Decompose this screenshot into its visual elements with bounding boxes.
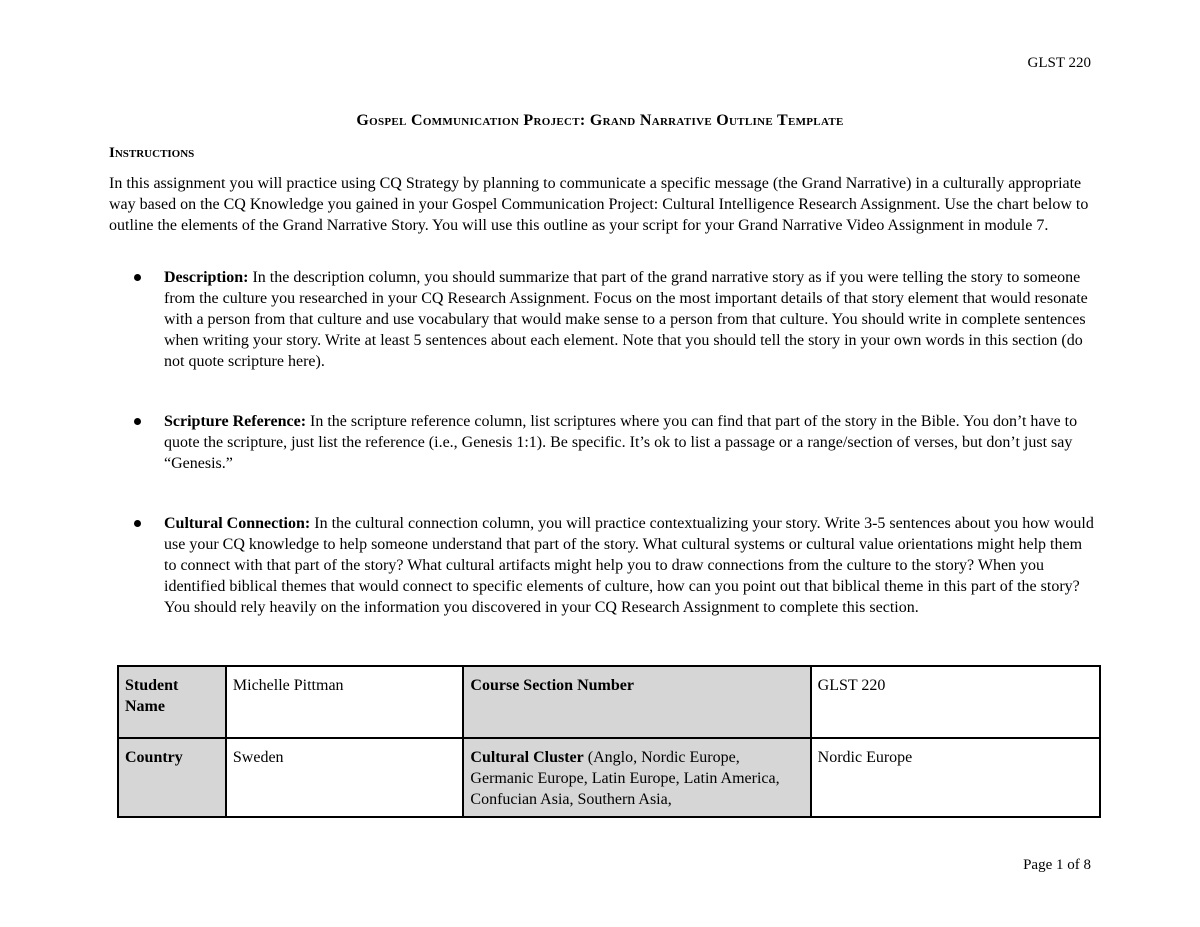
instructions-intro: In this assignment you will practice using CQ Strategy by planning to communicate a specific message (the Grand Narrative) in a culturally appropriate way based on the CQ Knowledge you gained in your Gospel Communication Project: Cultural Intelligence Research Assignment. Use the chart below to outline the elements of the Grand Narrative Story. You will use this outline as your script for your Grand Narrative Video Assignment in module 7.	[109, 175, 1089, 234]
cultural-cluster-hint: (Anglo, Nordic Europe, Germanic Europe, Latin Europe, Latin America, Confucian Asia, Southern Asia,	[470, 749, 780, 808]
bullet-description	[109, 267, 1094, 372]
country-label: Country	[118, 738, 226, 817]
student-name-label: Student Name	[118, 666, 226, 738]
bullet-text: In the cultural connection column, you will practice contextualizing your story. Write 3-5 sentences about you how would use your CQ knowledge to help someone understand that part of the story. What cultural systems or cultural value orientations might help them to connect with that part of the story? What cultural artifacts might help you to draw connections from the culture to the story? When you identified biblical themes that would connect to specific elements of culture, how can you point out that biblical theme in this part of the story? You should rely heavily on the information you discovered in your CQ Research Assignment to complete this section.	[164, 515, 1094, 616]
instructions-heading: Instructions	[109, 145, 195, 161]
table-row	[118, 666, 1100, 738]
header-course-code: GLST 220	[1027, 55, 1091, 71]
bullet-text: In the description column, you should summarize that part of the grand narrative story as if you were telling the story to someone from the culture you researched in your CQ Research Assignment. Focus on the most important details of that story element that would resonate with a person from that culture and use vocabulary that would make sense to a person from that culture. You should write in complete sentences when writing your story. Write at least 5 sentences about each element. Note that you should tell the story in your own words in this section (do not quote scripture here).	[164, 269, 1088, 370]
bullet-term: Description:	[164, 269, 249, 286]
cultural-cluster-value[interactable]: Nordic Europe	[811, 738, 1100, 817]
document-title: Gospel Communication Project: Grand Narrative Outline Template	[356, 112, 844, 129]
bullet-dot-icon	[134, 418, 141, 425]
instruction-bullet-list	[109, 267, 1094, 657]
course-section-value[interactable]: GLST 220	[811, 666, 1100, 738]
page-indicator: Page 1 of 8	[1023, 857, 1091, 873]
bullet-term: Cultural Connection:	[164, 515, 311, 532]
cultural-cluster-label: Cultural Cluster	[470, 749, 584, 766]
table-row	[118, 738, 1100, 817]
bullet-dot-icon	[134, 274, 141, 281]
bullet-term: Scripture Reference:	[164, 413, 307, 430]
cultural-cluster-cell	[463, 738, 810, 817]
bullet-dot-icon	[134, 520, 141, 527]
bullet-scripture-reference	[109, 411, 1094, 474]
bullet-cultural-connection	[109, 513, 1094, 618]
country-value[interactable]: Sweden	[226, 738, 464, 817]
student-name-value[interactable]: Michelle Pittman	[226, 666, 464, 738]
bullet-text: In the scripture reference column, list scriptures where you can find that part of the story in the Bible. You don’t have to quote the scripture, just list the reference (i.e., Genesis 1:1). Be specific. It’s ok to list a passage or a range/section of verses, but don’t just say “Genesis.”	[164, 413, 1078, 472]
course-section-label: Course Section Number	[463, 666, 810, 738]
student-info-table	[117, 665, 1101, 818]
